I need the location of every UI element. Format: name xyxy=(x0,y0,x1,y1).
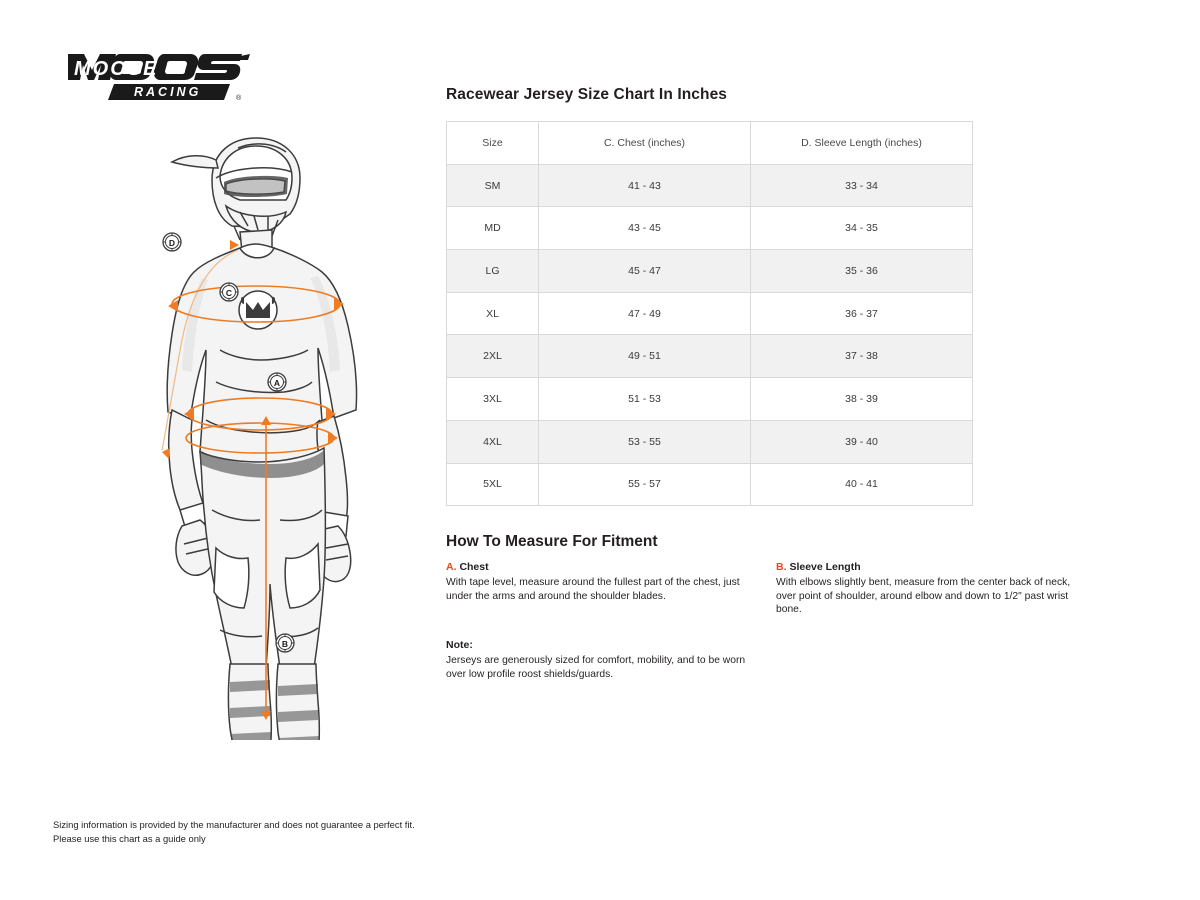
measure-sleeve-block xyxy=(776,561,1086,617)
table-row xyxy=(447,164,973,207)
svg-text:A: A xyxy=(273,378,281,388)
svg-text:B: B xyxy=(281,639,289,649)
column-header-size: Size xyxy=(447,122,539,165)
table-row xyxy=(447,335,973,378)
cell-sleeve: 35 - 36 xyxy=(751,250,973,293)
measure-sleeve-text: With elbows slightly bent, measure from the center back of neck, over point of shoulder, around elbow and down to 1/2" past wrist bone. xyxy=(776,577,1071,616)
helmet xyxy=(172,138,300,240)
table-row xyxy=(447,463,973,506)
pants xyxy=(200,448,326,668)
measure-chest-heading xyxy=(446,561,756,573)
svg-text:C: C xyxy=(225,288,233,298)
marker-a xyxy=(268,373,286,391)
measure-chest-block xyxy=(446,561,756,603)
cell-chest: 49 - 51 xyxy=(539,335,751,378)
measure-sleeve-letter: B xyxy=(776,561,784,574)
boots xyxy=(227,664,328,740)
cell-chest: 47 - 49 xyxy=(539,292,751,335)
table-row xyxy=(447,250,973,293)
marker-b xyxy=(276,634,294,652)
brand-logo xyxy=(62,50,252,106)
cell-size: 3XL xyxy=(447,378,539,421)
cell-sleeve: 34 - 35 xyxy=(751,207,973,250)
disclaimer-line-1: Sizing information is provided by the manufacturer and does not guarantee a perfect fit. xyxy=(53,819,415,830)
cell-size: 2XL xyxy=(447,335,539,378)
table-header-row xyxy=(447,122,973,165)
cell-sleeve: 38 - 39 xyxy=(751,378,973,421)
cell-chest: 41 - 43 xyxy=(539,164,751,207)
cell-sleeve: 40 - 41 xyxy=(751,463,973,506)
table-row xyxy=(447,292,973,335)
marker-c xyxy=(220,283,238,301)
moose-racing-logo-icon xyxy=(62,50,252,106)
disclaimer-line-2: Please use this chart as a guide only xyxy=(53,832,206,844)
column-header-sleeve: D. Sleeve Length (inches) xyxy=(751,122,973,165)
marker-d xyxy=(163,233,181,251)
cell-size: MD xyxy=(447,207,539,250)
cell-chest: 43 - 45 xyxy=(539,207,751,250)
cell-size: 4XL xyxy=(447,420,539,463)
cell-chest: 51 - 53 xyxy=(539,378,751,421)
cell-chest: 45 - 47 xyxy=(539,250,751,293)
chest-logo-icon xyxy=(239,291,277,329)
table-row xyxy=(447,420,973,463)
cell-sleeve: 39 - 40 xyxy=(751,420,973,463)
logo-trademark: ® xyxy=(236,95,242,102)
measure-chest-label: Chest xyxy=(459,561,489,574)
cell-sleeve: 33 - 34 xyxy=(751,164,973,207)
measure-columns xyxy=(446,561,1146,721)
column-header-chest: C. Chest (inches) xyxy=(539,122,751,165)
svg-text:D: D xyxy=(168,238,176,248)
cell-chest: 53 - 55 xyxy=(539,420,751,463)
cell-chest: 55 - 57 xyxy=(539,463,751,506)
how-to-measure-title: How To Measure For Fitment xyxy=(446,533,658,551)
measure-sleeve-label: Sleeve Length xyxy=(789,561,861,574)
cell-sleeve: 37 - 38 xyxy=(751,335,973,378)
table-row xyxy=(447,207,973,250)
note-label: Note: xyxy=(446,639,473,652)
measure-chest-text: With tape level, measure around the fullest part of the chest, just under the arms and around the shoulder blades. xyxy=(446,577,740,602)
cell-size: 5XL xyxy=(447,463,539,506)
measure-sleeve-sep: . xyxy=(783,561,787,574)
rider-measurement-diagram xyxy=(120,120,420,740)
size-chart-table xyxy=(446,121,973,506)
cell-size: LG xyxy=(447,250,539,293)
table-row xyxy=(447,378,973,421)
disclaimer xyxy=(53,818,415,845)
cell-size: XL xyxy=(447,292,539,335)
cell-size: SM xyxy=(447,164,539,207)
size-chart-panel xyxy=(446,86,1146,721)
measure-sleeve-heading xyxy=(776,561,1086,573)
measure-chest-letter: A xyxy=(446,561,454,574)
page-title: Racewear Jersey Size Chart In Inches xyxy=(446,86,728,103)
note-text: Jerseys are generously sized for comfort, mobility, and to be worn over low profile roost shields/guards. xyxy=(446,655,746,680)
cell-sleeve: 36 - 37 xyxy=(751,292,973,335)
note-block xyxy=(446,639,756,681)
measure-chest-sep: . xyxy=(453,561,457,574)
rider-figure-icon xyxy=(120,120,420,740)
logo-moose-text: MOOSE xyxy=(74,58,159,80)
logo-racing-text: RACING xyxy=(134,85,202,99)
